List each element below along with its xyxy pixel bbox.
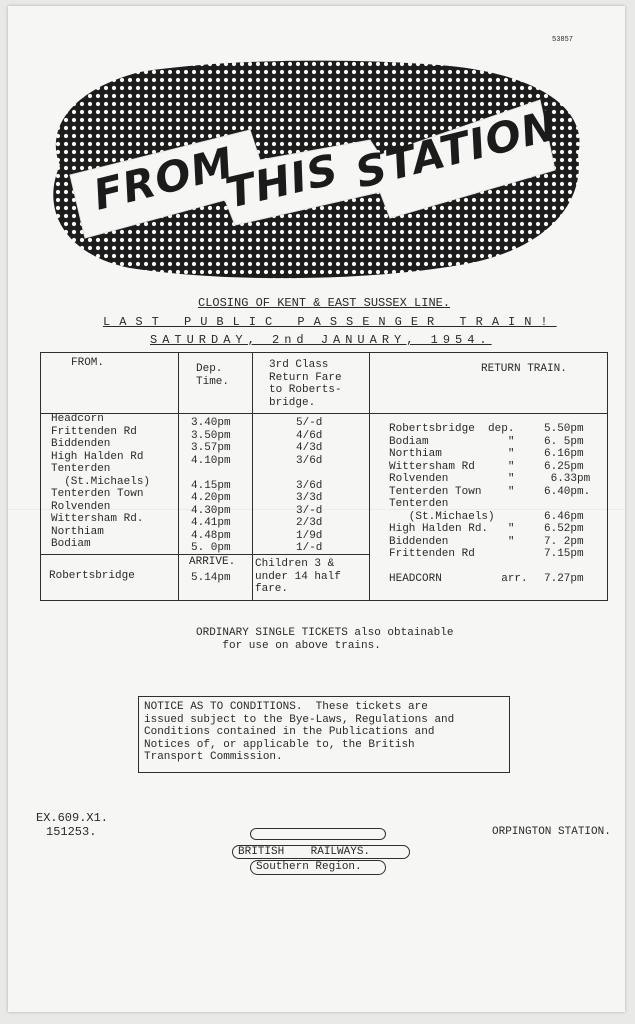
column-header-fare: 3rd Class Return Fare to Roberts- bridge. <box>269 359 342 409</box>
heading-closing: CLOSING OF KENT & EAST SUSSEX LINE. <box>198 296 451 310</box>
banner-word-station: STATION <box>350 100 563 198</box>
railway-stamp <box>232 845 410 859</box>
children-fare-note: Children 3 & under 14 half fare. <box>255 558 341 595</box>
departure-times: 3.40pm 3.50pm 3.57pm 4.10pm 4.15pm 4.20pm 4.30pm 4.41pm 4.48pm 5. 0pm <box>191 417 231 554</box>
timetable <box>40 352 608 601</box>
departure-stations: Headcorn Frittenden Rd Biddenden High Halden Rd Tenterden (St.Michaels) Tenterden Town Rolvenden Wittersham Rd. Northiam Bodiam <box>51 413 151 550</box>
column-header-dep-time: Dep. Time. <box>196 363 230 388</box>
column-divider <box>369 353 370 600</box>
column-header-from: FROM. <box>71 357 105 369</box>
heading-last-train: LAST PUBLIC PASSENGER TRAIN! <box>103 315 557 329</box>
stamp-top-frame <box>250 828 386 840</box>
railway-name: BRITISH RAILWAYS. <box>238 846 371 858</box>
return-times: 5.50pm 6. 5pm 6.16pm 6.25pm 6.33pm 6.40pm. 6.46pm 6.52pm 7. 2pm 7.15pm 7.27pm <box>544 423 591 585</box>
banner-word-this: THIS <box>221 144 344 218</box>
heading-date: SATURDAY, 2nd JANUARY, 1954. <box>150 333 492 347</box>
arrive-label: ARRIVE. <box>189 556 236 568</box>
return-fares: 5/-d 4/6d 4/3d 3/6d 3/6d 3/3d 3/-d 2/3d 1/9d 1/-d <box>296 417 323 554</box>
arrive-station: Robertsbridge <box>49 570 135 582</box>
form-reference: EX.609.X1. <box>36 811 109 825</box>
stamp-frame <box>250 828 386 840</box>
arrive-time: 5.14pm <box>191 572 231 584</box>
reference-number: 53857 <box>552 36 574 44</box>
banner-word-from: FROM <box>88 137 239 220</box>
region-stamp <box>250 860 386 876</box>
station-name: ORPINGTON STATION. <box>492 826 611 838</box>
print-reference: 151253. <box>46 825 97 839</box>
column-header-return-train: RETURN TRAIN. <box>481 363 567 375</box>
from-this-station-banner <box>30 60 590 280</box>
column-divider <box>178 353 179 600</box>
region-name: Southern Region. <box>256 861 362 873</box>
column-divider <box>252 353 253 600</box>
conditions-notice <box>138 696 510 773</box>
ordinary-tickets-note: ORDINARY SINGLE TICKETS also obtainable for use on above trains. <box>196 627 454 652</box>
conditions-notice-text: NOTICE AS TO CONDITIONS. These tickets are issued subject to the Bye-Laws, Regulations and Conditions contained in the Publications and Notices of, or applicable to, the British Transport Commission. <box>144 701 455 763</box>
return-stations: Robertsbridge dep. Bodiam " Northiam " Wittersham Rd " Rolvenden " Tenterden Town " Tenterden (St.Michaels) High Halden Rd. " Biddenden " Frittenden Rd HEADCORN arr. <box>389 423 528 585</box>
